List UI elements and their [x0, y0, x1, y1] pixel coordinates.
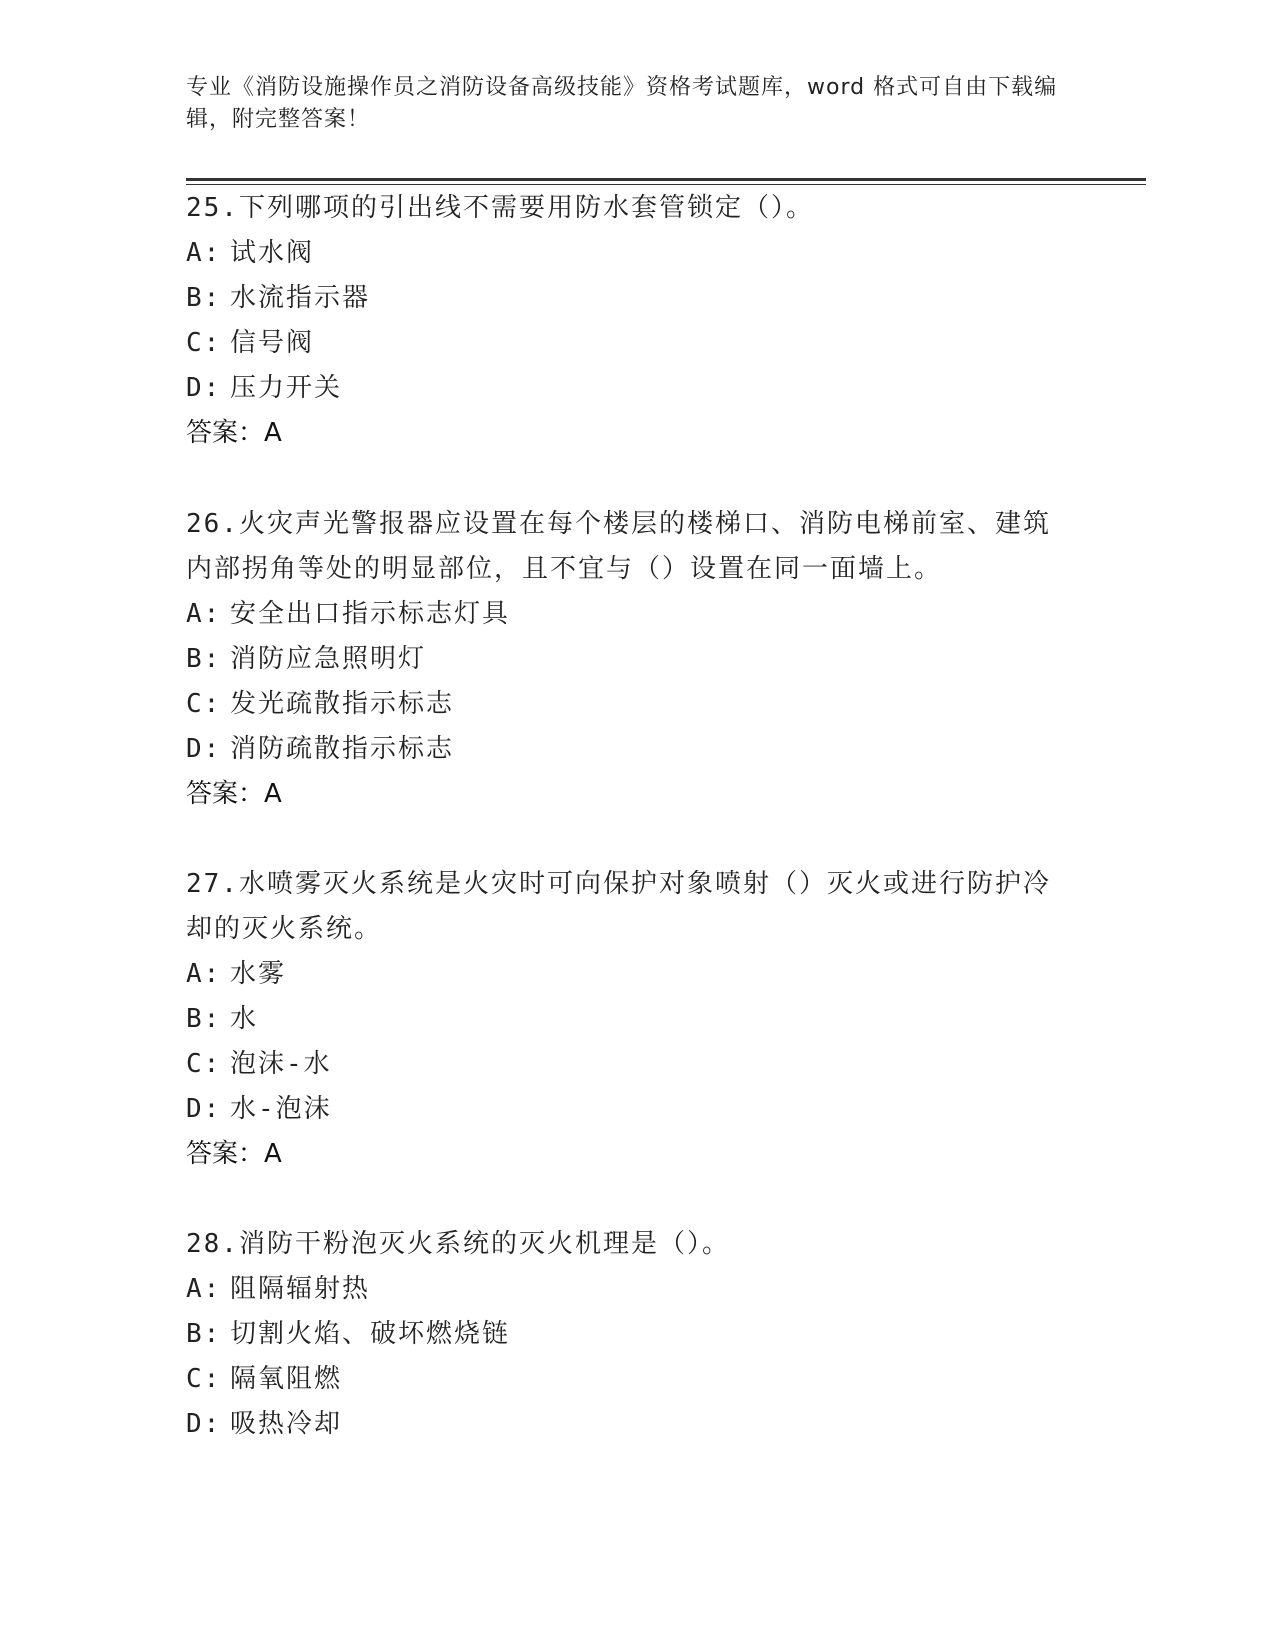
option-b: [186, 276, 1066, 321]
option-letter: D:: [186, 734, 222, 764]
option-a: [186, 231, 1066, 276]
option-letter: D:: [186, 1094, 222, 1124]
option-text: 阻隔辐射热: [230, 1274, 371, 1304]
option-text: 压力开关: [230, 373, 343, 403]
question-block: [186, 502, 1066, 817]
option-letter: D:: [186, 373, 222, 403]
answer-text: 答案：A: [186, 779, 282, 809]
option-c: [186, 321, 1066, 366]
option-letter: A:: [186, 1274, 222, 1304]
option-text: 水-泡沫: [230, 1094, 332, 1124]
option-text: 信号阀: [230, 328, 315, 358]
option-text: 消防应急照明灯: [230, 644, 427, 674]
option-text: 消防疏散指示标志: [230, 734, 455, 764]
option-c: [186, 682, 1066, 727]
option-text: 水流指示器: [230, 283, 371, 313]
option-letter: B:: [186, 1319, 222, 1349]
option-letter: B:: [186, 644, 222, 674]
option-letter: C:: [186, 328, 222, 358]
document-header: [186, 72, 1066, 136]
option-letter: C:: [186, 689, 222, 719]
question-text: 27.水喷雾灭火系统是火灾时可向保护对象喷射（）灭火或进行防护冷却的灭火系统。: [186, 869, 1051, 944]
option-a: [186, 592, 1066, 637]
header-text: 专业《消防设施操作员之消防设备高级技能》资格考试题库，word 格式可自由下载编辑，附完整答案！: [186, 75, 1058, 132]
option-b: [186, 1312, 1066, 1357]
option-text: 发光疏散指示标志: [230, 689, 455, 719]
question-text: 26.火灾声光警报器应设置在每个楼层的楼梯口、消防电梯前室、建筑内部拐角等处的明显部位，且不宜与（）设置在同一面墙上。: [186, 509, 1051, 584]
option-letter: A:: [186, 238, 222, 268]
option-text: 水: [230, 1004, 259, 1034]
option-d: [186, 366, 1066, 411]
option-text: 吸热冷却: [230, 1409, 343, 1439]
option-d: [186, 727, 1066, 772]
header-divider-thin: [186, 184, 1146, 185]
option-letter: A:: [186, 599, 222, 629]
question-block: [186, 862, 1066, 1177]
option-text: 试水阀: [230, 238, 315, 268]
option-text: 安全出口指示标志灯具: [230, 599, 511, 629]
option-text: 水雾: [230, 959, 287, 989]
option-letter: C:: [186, 1049, 222, 1079]
option-c: [186, 1357, 1066, 1402]
option-d: [186, 1087, 1066, 1132]
question-block: [186, 186, 1066, 456]
option-a: [186, 1267, 1066, 1312]
answer-text: 答案：A: [186, 418, 282, 448]
option-d: [186, 1402, 1066, 1447]
question-text: 25.下列哪项的引出线不需要用防水套管锁定（）。: [186, 193, 814, 223]
option-letter: B:: [186, 283, 222, 313]
option-a: [186, 952, 1066, 997]
question-text: 28.消防干粉泡灭火系统的灭火机理是（）。: [186, 1229, 730, 1259]
option-letter: C:: [186, 1364, 222, 1394]
option-letter: D:: [186, 1409, 222, 1439]
option-text: 泡沫-水: [230, 1049, 332, 1079]
option-b: [186, 637, 1066, 682]
option-b: [186, 997, 1066, 1042]
option-letter: A:: [186, 959, 222, 989]
question-block: [186, 1222, 1066, 1447]
option-c: [186, 1042, 1066, 1087]
answer-text: 答案：A: [186, 1139, 282, 1169]
option-text: 切割火焰、破坏燃烧链: [230, 1319, 511, 1349]
header-divider-thick: [186, 178, 1146, 181]
option-letter: B:: [186, 1004, 222, 1034]
option-text: 隔氧阻燃: [230, 1364, 343, 1394]
